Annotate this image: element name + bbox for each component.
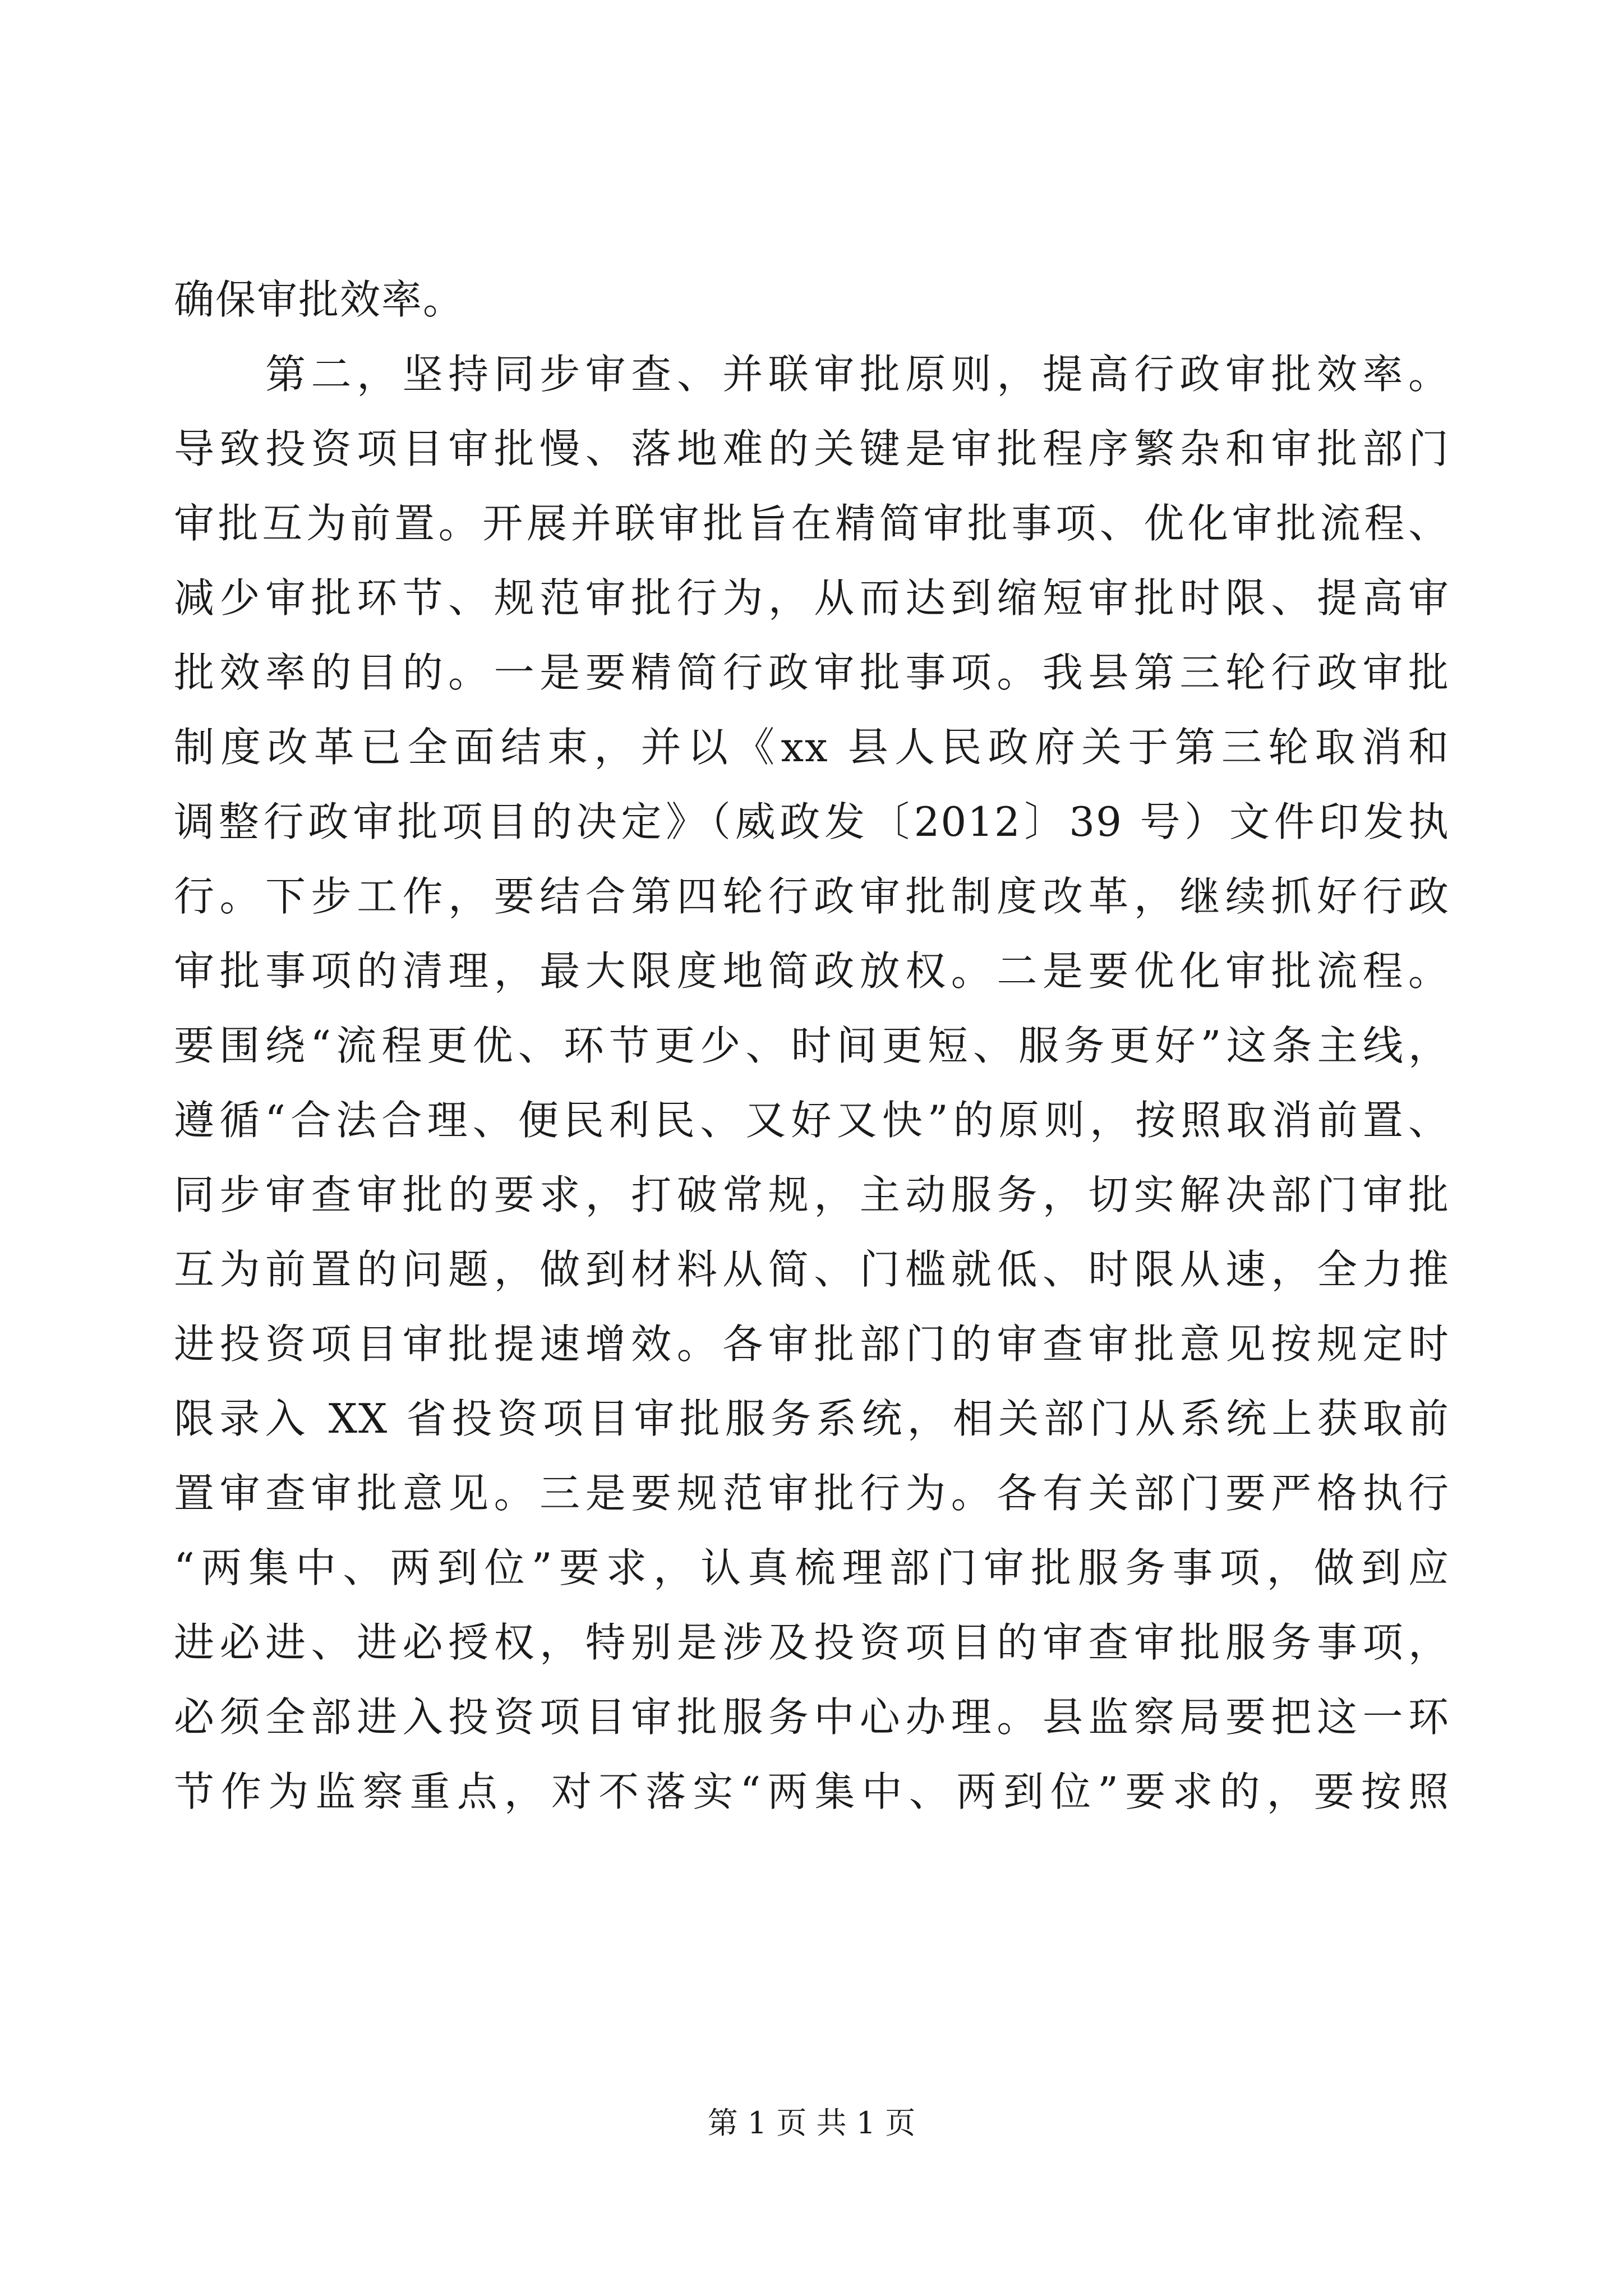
text-line: 第二，坚持同步审查、并联审批原则，提高行政审批效率。 [174,351,1450,398]
text-line: 审批事项的清理，最大限度地简政放权。二是要优化审批流程。 [174,947,1450,995]
text-line: 行。下步工作，要结合第四轮行政审批制度改革，继续抓好行政 [174,873,1450,920]
text-line: 导致投资项目审批慢、落地难的关键是审批程序繁杂和审批部门 [174,425,1450,472]
text-line: 节作为监察重点，对不落实“两集中、两到位”要求的，要按照 [174,1768,1450,1815]
text-line: 限录入 XX 省投资项目审批服务系统，相关部门从系统上获取前 [174,1395,1450,1442]
text-line: 进投资项目审批提速增效。各审批部门的审查审批意见按规定时 [174,1320,1450,1368]
text-line: 遵循“合法合理、便民利民、又好又快”的原则，按照取消前置、 [174,1097,1450,1144]
text-line: 置审查审批意见。三是要规范审批行为。各有关部门要严格执行 [174,1470,1450,1517]
text-line: 同步审查审批的要求，打破常规，主动服务，切实解决部门审批 [174,1171,1450,1218]
text-line: 减少审批环节、规范审批行为，从而达到缩短审批时限、提高审 [174,574,1450,622]
text-line: 要围绕“流程更优、环节更少、时间更短、服务更好”这条主线， [174,1022,1450,1069]
page-footer [0,2104,1623,2143]
text-line: 互为前置的问题，做到材料从简、门槛就低、时限从速，全力推 [174,1246,1450,1293]
text-line: 必须全部进入投资项目审批服务中心办理。县监察局要把这一环 [174,1694,1450,1741]
text-line: 批效率的目的。一是要精简行政审批事项。我县第三轮行政审批 [174,649,1450,696]
text-line: “两集中、两到位”要求，认真梳理部门审批服务事项，做到应 [174,1544,1450,1591]
text-line: 制度改革已全面结束，并以《xx 县人民政府关于第三轮取消和 [174,724,1450,771]
body-text [174,263,1450,1829]
text-line: 审批互为前置。开展并联审批旨在精简审批事项、优化审批流程、 [174,500,1450,547]
text-line: 调整行政审批项目的决定》（威政发〔2012〕39 号）文件印发执 [174,798,1450,845]
page-number-label: 第 1 页 共 1 页 [707,2105,916,2141]
text-line: 确保审批效率。 [174,276,465,323]
text-line: 进必进、进必授权，特别是涉及投资项目的审查审批服务事项， [174,1619,1450,1666]
